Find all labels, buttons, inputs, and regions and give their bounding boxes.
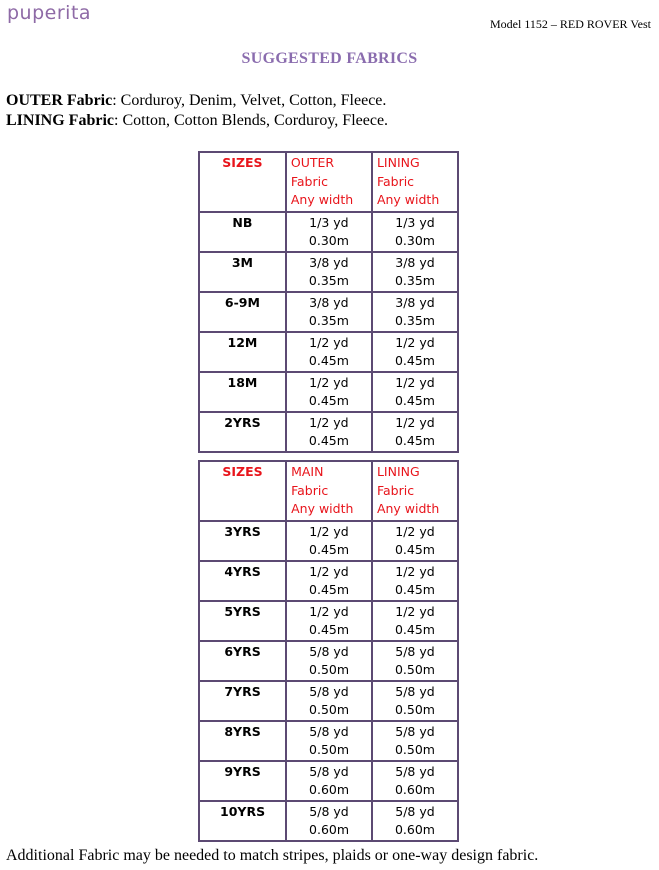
outer-cell: [286, 332, 372, 372]
meters: 0.50m: [309, 701, 350, 717]
size-cell: 6-9M: [199, 292, 286, 332]
main-cell: [286, 761, 372, 801]
size-cell: 4YRS: [199, 561, 286, 601]
table-row: [199, 601, 458, 641]
meters: 0.30m: [394, 232, 435, 248]
meters: 0.35m: [394, 312, 435, 328]
header-sizes: SIZES: [199, 152, 286, 212]
yardage: 1/2 yd: [395, 374, 435, 390]
table-row: [199, 521, 458, 561]
lining-cell: [372, 212, 458, 252]
header-line: Fabric: [291, 482, 329, 498]
table-row: [199, 641, 458, 681]
meters: 0.45m: [308, 352, 349, 368]
header-line: OUTER: [290, 155, 335, 170]
meters: 0.45m: [394, 541, 435, 557]
header-line: Any width: [376, 501, 440, 516]
header-lining-fabric: [372, 152, 458, 212]
header-line: Fabric: [376, 173, 415, 189]
outer-cell: [286, 412, 372, 452]
lining-cell: [372, 801, 458, 841]
yardage: 5/8 yd: [395, 643, 435, 659]
header-sizes: SIZES: [199, 461, 286, 521]
main-cell: [286, 801, 372, 841]
size-cell: 3YRS: [199, 521, 286, 561]
yardage: 1/2 yd: [395, 563, 435, 579]
yardage: 5/8 yd: [395, 683, 435, 699]
lining-cell: [372, 681, 458, 721]
lining-cell: [372, 561, 458, 601]
yardage: 5/8 yd: [395, 723, 435, 739]
yardage: 1/2 yd: [309, 414, 349, 430]
header-line: Any width: [290, 192, 354, 207]
brand-logo: puperita: [7, 2, 92, 24]
yardage: 1/2 yd: [309, 563, 349, 579]
meters: 0.35m: [308, 312, 349, 328]
table-header-row: [199, 461, 458, 521]
fabric-table-infant: [198, 151, 459, 453]
main-cell: [286, 601, 372, 641]
main-cell: [286, 521, 372, 561]
table-row: [199, 292, 458, 332]
header-line: Any width: [291, 501, 354, 516]
header-line: Fabric: [376, 482, 415, 498]
main-cell: [286, 561, 372, 601]
table-row: [199, 681, 458, 721]
meters: 0.45m: [394, 352, 435, 368]
outer-fabric-line: [6, 92, 386, 110]
size-cell: 12M: [199, 332, 286, 372]
meters: 0.45m: [308, 392, 349, 408]
meters: 0.45m: [309, 621, 350, 637]
lining-fabric-label: LINING Fabric: [6, 112, 114, 129]
table-header-row: [199, 152, 458, 212]
outer-fabric-label: OUTER Fabric: [6, 92, 113, 109]
header-main-fabric: [286, 461, 372, 521]
lining-cell: [372, 641, 458, 681]
header-line: MAIN: [291, 464, 324, 479]
yardage: 3/8 yd: [395, 294, 435, 310]
yardage: 3/8 yd: [309, 254, 349, 270]
lining-cell: [372, 761, 458, 801]
size-cell: 10YRS: [199, 801, 286, 841]
table-row: [199, 332, 458, 372]
meters: 0.60m: [309, 821, 350, 837]
main-cell: [286, 641, 372, 681]
yardage: 1/2 yd: [395, 334, 435, 350]
lining-cell: [372, 292, 458, 332]
size-cell: NB: [199, 212, 286, 252]
outer-cell: [286, 372, 372, 412]
yardage: 1/2 yd: [395, 523, 435, 539]
size-cell: 6YRS: [199, 641, 286, 681]
meters: 0.50m: [309, 741, 350, 757]
size-cell: 8YRS: [199, 721, 286, 761]
fabric-table-children: [198, 460, 459, 842]
main-cell: [286, 681, 372, 721]
main-cell: [286, 721, 372, 761]
meters: 0.50m: [309, 661, 350, 677]
yardage: 1/3 yd: [395, 214, 435, 230]
meters: 0.45m: [394, 581, 435, 597]
yardage: 1/2 yd: [309, 374, 349, 390]
size-cell: 2YRS: [199, 412, 286, 452]
table-row: [199, 252, 458, 292]
header-outer-fabric: [286, 152, 372, 212]
yardage: 5/8 yd: [309, 643, 349, 659]
meters: 0.50m: [394, 741, 435, 757]
meters: 0.50m: [394, 661, 435, 677]
header-line: LINING: [376, 155, 420, 170]
lining-cell: [372, 721, 458, 761]
header-line: Any width: [376, 192, 440, 207]
table-row: [199, 412, 458, 452]
meters: 0.60m: [394, 821, 435, 837]
meters: 0.35m: [308, 272, 349, 288]
yardage: 3/8 yd: [395, 254, 435, 270]
lining-cell: [372, 332, 458, 372]
table-row: [199, 561, 458, 601]
lining-fabric-value: : Cotton, Cotton Blends, Corduroy, Fleece.: [114, 112, 389, 129]
meters: 0.50m: [394, 701, 435, 717]
size-cell: 5YRS: [199, 601, 286, 641]
outer-cell: [286, 292, 372, 332]
table-row: [199, 721, 458, 761]
lining-cell: [372, 372, 458, 412]
size-cell: 3M: [199, 252, 286, 292]
lining-cell: [372, 252, 458, 292]
outer-cell: [286, 252, 372, 292]
meters: 0.60m: [394, 781, 435, 797]
yardage: 5/8 yd: [309, 803, 349, 819]
size-cell: 7YRS: [199, 681, 286, 721]
table-row: [199, 372, 458, 412]
lining-cell: [372, 601, 458, 641]
header-lining-fabric: [372, 461, 458, 521]
model-label: Model 1152 – RED ROVER Vest: [489, 17, 651, 31]
yardage: 5/8 yd: [309, 763, 349, 779]
meters: 0.45m: [308, 432, 349, 448]
table2-body: [199, 521, 458, 841]
outer-fabric-value: : Corduroy, Denim, Velvet, Cotton, Fleece.: [112, 92, 387, 109]
size-cell: 18M: [199, 372, 286, 412]
size-cell: 9YRS: [199, 761, 286, 801]
table1-body: [199, 212, 458, 452]
meters: 0.30m: [308, 232, 349, 248]
header-line: LINING: [376, 464, 420, 479]
yardage: 1/2 yd: [395, 414, 435, 430]
yardage: 1/3 yd: [309, 214, 349, 230]
yardage: 1/2 yd: [309, 523, 349, 539]
meters: 0.45m: [394, 621, 435, 637]
yardage: 1/2 yd: [395, 603, 435, 619]
header-line: Fabric: [290, 173, 328, 189]
table-row: [199, 801, 458, 841]
meters: 0.45m: [309, 541, 350, 557]
yardage: 1/2 yd: [309, 603, 349, 619]
lining-fabric-line: [6, 112, 388, 130]
yardage: 5/8 yd: [395, 803, 435, 819]
footer-note: Additional Fabric may be needed to match stripes, plaids or one-way design fabric.: [6, 847, 539, 864]
yardage: 1/2 yd: [309, 334, 349, 350]
yardage: 3/8 yd: [309, 294, 349, 310]
table-row: [199, 761, 458, 801]
lining-cell: [372, 412, 458, 452]
table-row: [199, 212, 458, 252]
lining-cell: [372, 521, 458, 561]
yardage: 5/8 yd: [395, 763, 435, 779]
meters: 0.45m: [394, 432, 435, 448]
meters: 0.45m: [394, 392, 435, 408]
meters: 0.60m: [309, 781, 350, 797]
page-title: SUGGESTED FABRICS: [241, 50, 418, 67]
outer-cell: [286, 212, 372, 252]
yardage: 5/8 yd: [309, 723, 349, 739]
yardage: 5/8 yd: [309, 683, 349, 699]
meters: 0.35m: [394, 272, 435, 288]
meters: 0.45m: [309, 581, 350, 597]
